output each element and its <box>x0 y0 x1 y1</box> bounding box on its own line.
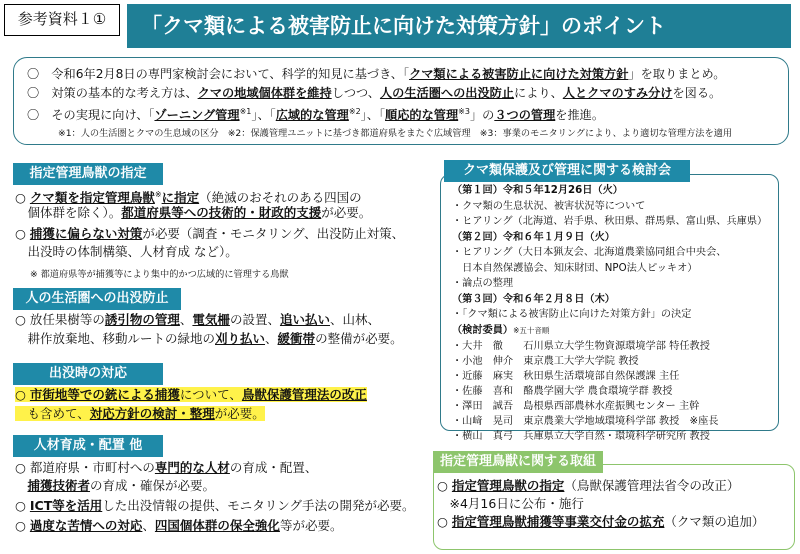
text-segment: 、山林、 <box>329 312 380 327</box>
summary-line-3 <box>27 104 604 123</box>
text-segment: クマの地域個体群を維持 <box>197 86 332 100</box>
text-segment: 個体群を除く）。 <box>15 205 122 220</box>
text-segment: 」の <box>469 108 495 123</box>
text-segment: 順応的な管理 <box>385 108 459 123</box>
text-segment: の設置、 <box>229 312 280 327</box>
meeting-date: （第１回）令和５年12月26日（火） <box>452 185 623 196</box>
text-segment: ※ <box>154 190 162 199</box>
text-segment: 刈り払い <box>215 331 266 346</box>
text-segment: 等が必要。 <box>279 518 343 533</box>
summary-line-2 <box>27 85 721 101</box>
text-segment: ※2 <box>348 107 361 116</box>
section-header-personnel: 人材育成・配置 他 <box>13 435 163 457</box>
members-title <box>452 323 549 339</box>
text-segment: が必要。 <box>321 205 372 220</box>
text-segment: （絶滅のおそれのある四国の <box>199 190 362 206</box>
text-segment: ICT等を活用 <box>29 498 103 513</box>
text-segment: が必要。 <box>214 406 265 421</box>
member-item: ・横山 真弓 兵庫県立大学自然・環境科学研究所 教授 <box>452 431 710 442</box>
text-segment: も含めて、 <box>15 406 90 421</box>
text-segment: ○ <box>15 226 30 241</box>
text-segment: ○ 都道府県・市町村への <box>15 460 155 475</box>
text-segment: の育成・配置、 <box>229 460 318 475</box>
text-segment: 誘引物の管理 <box>104 312 180 327</box>
text-segment: 、 <box>265 331 278 346</box>
text-segment: 人とクマのすみ分け <box>562 86 673 100</box>
text-segment: （鳥獣保護管理法省令の改正） <box>564 478 740 493</box>
summary-footnote: ※1：人の生活圏とクマの生息域の区分 ※2：保護管理ユニットに基づき都道府県をまたぐ広域管理 ※3：事業のモニタリングにより、より適切な管理方法を適用 <box>58 128 733 139</box>
personnel-line-3 <box>15 497 415 515</box>
section-header-response: 出没時の対応 <box>13 363 163 385</box>
text-segment: した出没情報の提供、モニタリング手法の開発が必要。 <box>102 498 415 513</box>
members-title-text: （検討委員） <box>452 325 514 336</box>
text-segment: クマ類を指定管理鳥獣 <box>29 190 155 206</box>
text-segment: 〇 対策の基本的な考え方は、 <box>27 86 198 100</box>
meeting-item: ・論点の整理 <box>452 278 514 289</box>
designation-line-3 <box>15 225 404 243</box>
member-item: ・佐藤 喜和 酪農学園大学 農食環境学群 教授 <box>452 386 673 397</box>
text-segment: 指定管理鳥獣捕獲等事業交付金の拡充 <box>451 514 665 529</box>
text-segment: 市街地等での銃による捕獲 <box>29 387 180 402</box>
meeting-item: ・ヒアリング（大日本猟友会、北海道農業協同組合中央会、 <box>452 247 727 258</box>
text-segment: 鳥獣保護管理法の改正 <box>241 387 367 402</box>
member-item: ・澤田 誠吾 島根県西部農林水産振興センター 主幹 <box>452 401 700 412</box>
text-segment: ○ <box>15 518 30 533</box>
efforts-line-1 <box>437 477 739 495</box>
text-segment: 広域的な管理 <box>275 108 349 123</box>
text-segment: 専門的な人材 <box>154 460 230 475</box>
text-segment: ３つの管理 <box>494 108 556 123</box>
text-segment: ○ <box>437 514 452 529</box>
member-item: ・大井 徹 石川県立大学生物資源環境学部 特任教授 <box>452 341 710 352</box>
text-segment <box>15 478 28 493</box>
personnel-line-4 <box>15 517 342 535</box>
efforts-line-3 <box>437 513 764 531</box>
designation-line-2 <box>15 204 371 222</box>
text-segment: 対応方針の検討・整理 <box>89 406 215 421</box>
text-segment: について、 <box>179 387 242 402</box>
text-segment: ○ <box>437 478 452 493</box>
text-segment: ○ <box>15 387 30 402</box>
text-segment: 電気柵 <box>192 312 230 327</box>
section-header-meetings: クマ類保護及び管理に関する検討会 <box>444 160 690 182</box>
designation-line-4 <box>15 243 238 261</box>
text-segment: 四国個体群の保全強化 <box>154 518 280 533</box>
meeting-date: （第３回）令和６年２月８日（木） <box>452 293 615 305</box>
members-order-note: ※五十音順 <box>513 326 550 335</box>
response-line-1 <box>15 386 367 404</box>
member-item: ・山﨑 晃司 東京農業大学地域環境科学部 教授 ※座長 <box>452 416 719 427</box>
text-segment: に指定 <box>161 190 200 206</box>
text-segment: 、 <box>179 312 193 327</box>
text-segment: が必要（調査・モニタリング、出没防止対策、 <box>142 226 405 241</box>
text-segment: の育成・確保が必要。 <box>90 478 216 493</box>
summary-box <box>13 57 789 145</box>
text-segment: 〇 令和6年2月8日の専門家検討会において、科学的知見に基づき、「 <box>27 67 410 81</box>
text-segment: ※1 <box>239 107 252 116</box>
personnel-line-2 <box>15 477 215 495</box>
response-line-2 <box>15 405 265 423</box>
text-segment: を推進。 <box>555 108 605 123</box>
meeting-date: （第２回）令和６年１月９日（火） <box>452 231 615 243</box>
text-segment: 緩衝帯 <box>277 331 316 346</box>
section-header-efforts: 指定管理鳥獣に関する取組 <box>433 451 603 473</box>
prevention-line-2 <box>15 330 403 348</box>
page-title: 「クマ類による被害防止に向けた対策方針」のポイント <box>127 4 791 48</box>
text-segment: により、 <box>514 86 563 100</box>
section-header-prevention: 人の生活圏への出没防止 <box>13 288 181 310</box>
meeting-item: ・クマ類の生息状況、被害状況等について <box>452 200 646 212</box>
member-item: ・小池 伸介 東京農工大学大学院 教授 <box>452 356 639 367</box>
text-segment: 過度な苦情への対応 <box>29 518 143 533</box>
text-segment: を図る。 <box>672 86 722 100</box>
member-item: ・近藤 麻実 秋田県生活環境部自然保護課 主任 <box>452 371 680 382</box>
text-segment: ○ <box>15 190 30 206</box>
text-segment: 」を取りまとめ。 <box>628 67 726 81</box>
text-segment: 、 <box>142 518 155 533</box>
prevention-line-1 <box>15 311 380 329</box>
text-segment: 出没時の体制構築、人材育成 など）。 <box>15 244 238 259</box>
text-segment: 」、「 <box>360 108 386 123</box>
meeting-item: ・「クマ類による被害防止に向けた対策方針」の決定 <box>452 309 692 320</box>
reference-label: 参考資料１① <box>4 4 120 36</box>
text-segment: 追い払い <box>279 312 330 327</box>
summary-line-1 <box>27 66 725 82</box>
text-segment: 指定管理鳥獣の指定 <box>451 478 565 493</box>
text-segment: ※4月16日に公布・施行 <box>437 496 584 511</box>
designation-footnote: ※ 都道府県等が捕獲等により集中的かつ広域的に管理する鳥獣 <box>30 269 289 280</box>
text-segment: 耕作放棄地、移動ルートの緑地の <box>15 331 216 346</box>
text-segment: 〇 その実現に向け、「 <box>27 108 155 123</box>
text-segment: （クマ類の追加） <box>664 514 765 529</box>
section-header-designation: 指定管理鳥獣の指定 <box>13 163 163 185</box>
text-segment: 都道府県等への技術的・財政的支援 <box>121 205 322 220</box>
text-segment: の整備が必要。 <box>315 331 403 346</box>
text-segment: しつつ、 <box>331 86 380 100</box>
personnel-line-1 <box>15 459 317 477</box>
efforts-line-2 <box>437 495 584 513</box>
text-segment: 捕獲に偏らない対策 <box>29 226 143 241</box>
text-segment: ※3 <box>458 107 470 116</box>
text-segment: 捕獲技術者 <box>27 478 91 493</box>
text-segment: ○ 放任果樹等の <box>15 312 105 327</box>
text-segment: ゾーニング管理 <box>154 108 240 123</box>
text-segment: ○ <box>15 498 30 513</box>
text-segment: クマ類による被害防止に向けた対策方針 <box>409 67 629 81</box>
text-segment: 」、「 <box>251 108 276 123</box>
meeting-item: ・ヒアリング（北海道、岩手県、秋田県、群馬県、富山県、兵庫県） <box>452 216 768 227</box>
meeting-item: 日本自然保護協会、知床財団、NPO法人ピッキオ） <box>452 262 698 274</box>
text-segment: 人の生活圏への出没防止 <box>379 86 515 100</box>
